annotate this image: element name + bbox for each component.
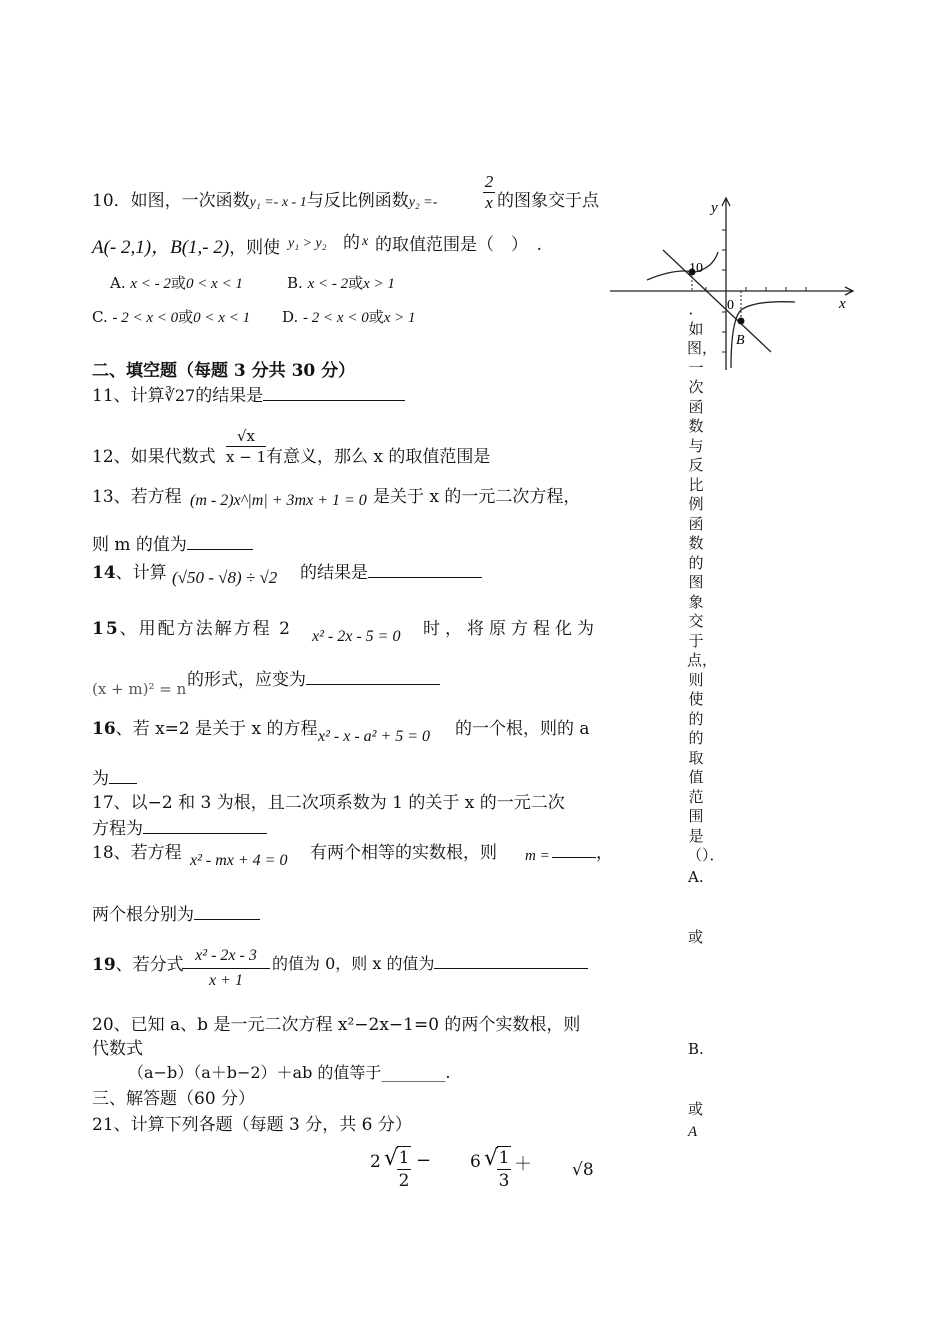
q10-eq2-lhs: y₂ =-	[408, 195, 438, 210]
q21-fraction2	[497, 1146, 511, 1192]
q12-text-b: 有意义，那么 x 的取值范围是	[266, 447, 491, 467]
q10-option-c-or: 或	[178, 308, 194, 326]
q16-line2	[92, 764, 137, 789]
q21-fraction1-num: 1	[398, 1148, 410, 1168]
q17-answer-blank[interactable]	[143, 817, 267, 834]
q20-text-b: 代数式	[92, 1039, 143, 1059]
q18-blank-wrap	[552, 838, 613, 863]
q13-text-b: 是关于 x 的一元二次方程，	[373, 487, 581, 507]
q10-line2	[92, 232, 280, 259]
q10-option-b-1: x < - 2	[307, 276, 349, 292]
q10-eq2-num: 2	[484, 172, 494, 191]
q15-label: 、用配方法解方程 2	[119, 619, 292, 639]
q13-answer-blank[interactable]	[187, 533, 253, 550]
q10-option-a-1: x < - 2	[130, 276, 171, 292]
q10-eq2-den: x	[485, 193, 493, 212]
q10-line2-c: 的取值范围是（ ） .	[375, 235, 542, 255]
origin-label: 0	[727, 298, 734, 313]
section3-title: 三、解答题（60 分）	[92, 1089, 256, 1109]
q21-fraction1	[397, 1146, 411, 1192]
side-vertical-text: ．如图，一次函数与反比例函数的图象交于点，则使的的取值范围是（）．	[687, 300, 725, 864]
point-b-label: B	[736, 333, 745, 348]
q18-text-d: 两个根分别为	[92, 905, 194, 925]
q19-text-b: 的值为 0，则 x 的值为	[272, 954, 435, 973]
q10-line2-b: 的	[343, 233, 360, 253]
linear-function-line	[663, 250, 771, 352]
q21-fraction2-den: 3	[498, 1171, 510, 1191]
q10-option-d[interactable]	[282, 306, 416, 327]
q10-option-b-or: 或	[348, 274, 364, 292]
q11-text-a: 11、计算	[92, 386, 165, 406]
q17-text-b: 方程为	[92, 819, 143, 839]
q21-radical2: √	[484, 1146, 499, 1171]
q15-expr: x² - 2x - 5 = 0	[312, 628, 401, 645]
q18-line2	[92, 900, 260, 925]
side-or-1: 或	[688, 928, 704, 946]
side-option-b: B.	[688, 1040, 704, 1058]
q10-option-c-label: C.	[92, 308, 108, 326]
q10-ineq: y₁ > y₂	[288, 236, 327, 251]
q10-option-b[interactable]	[287, 272, 395, 293]
q16-text-a	[92, 714, 318, 739]
q19-label: 、若分式	[115, 955, 184, 975]
q13-line2	[92, 530, 253, 555]
q19-text-a	[92, 950, 184, 975]
q10-option-a-label: A.	[110, 274, 126, 292]
q14-tail	[300, 558, 482, 583]
q10-option-c-2: 0 < x < 1	[193, 310, 251, 326]
q13-text-a: 13、若方程	[92, 487, 182, 507]
q19-number: 19	[92, 955, 116, 975]
q15-form: (x + m)² = n	[92, 680, 187, 698]
q19-fraction	[182, 944, 270, 993]
q21-radical1: √	[384, 1146, 399, 1171]
q19-fraction-den: x + 1	[209, 972, 243, 989]
q20-text-c: （a−b）（a＋b−2）＋ab 的值等于________.	[128, 1063, 451, 1082]
q21-fraction2-num: 1	[498, 1148, 510, 1168]
q21-fraction1-den: 2	[398, 1171, 410, 1191]
q18-roots-blank[interactable]	[194, 903, 260, 920]
q10-option-b-label: B.	[287, 274, 303, 292]
tick-label: 10	[689, 261, 703, 276]
q10-points: A(- 2,1)，B(1,- 2)	[92, 237, 230, 258]
y-axis-label: y	[711, 200, 718, 216]
q16-text-b: 的一个根，则的 a	[455, 719, 590, 739]
q21-last: √8	[572, 1160, 594, 1180]
q15-tail	[187, 665, 440, 690]
q18-m-blank[interactable]	[552, 841, 596, 858]
q16-number: 16	[92, 719, 116, 739]
q21-op2: ＋	[514, 1154, 532, 1175]
q16-expr: x² - x - a² + 5 = 0	[318, 728, 431, 745]
hyperbola-branch-left	[647, 252, 718, 280]
q10-line1-text-b: 与反比例函数	[306, 191, 409, 211]
q10-eq1: y₁ =- x - 1	[249, 195, 307, 210]
q15-text-b: 时，将原方程化为	[423, 619, 599, 639]
q13-expr: (m - 2)x^|m| + 3mx + 1 = 0	[190, 492, 367, 509]
q10-option-d-label: D.	[282, 308, 299, 326]
q10-option-d-1: - 2 < x < 0	[303, 310, 369, 326]
q14-answer-blank[interactable]	[368, 561, 482, 578]
section2-title: 二、填空题（每题 3 分共 30 分）	[92, 361, 356, 381]
q10-option-d-2: x > 1	[383, 310, 416, 326]
q15-text-c: 的形式，应变为	[187, 670, 306, 690]
q10-option-c-1: - 2 < x < 0	[112, 310, 179, 326]
q19-answer-blank[interactable]	[434, 952, 588, 969]
q18-text-b: 有两个相等的实数根，则	[310, 843, 497, 863]
q15-number: 15	[92, 619, 120, 639]
q14-text-b: 的结果是	[300, 563, 368, 583]
q10-option-a[interactable]	[110, 272, 243, 293]
side-or-2: 或	[688, 1100, 704, 1118]
q15-answer-blank[interactable]	[306, 668, 440, 685]
q21-text-a: 21、计算下列各题（每题 3 分，共 6 分）	[92, 1115, 412, 1135]
q10-option-a-2: 0 < x < 1	[185, 276, 243, 292]
q10-option-a-or: 或	[170, 274, 186, 292]
q10-option-c[interactable]	[92, 306, 250, 327]
q16-label: 、若 x=2 是关于 x 的方程	[115, 719, 318, 739]
q21-coef2: 6	[470, 1152, 481, 1172]
q16-answer-blank[interactable]	[109, 767, 137, 784]
q14-number: 14	[92, 563, 116, 583]
q10-line1-end: 的图象交于点	[497, 191, 599, 211]
q14-text-a	[92, 558, 167, 583]
q11-text-b: 的结果是	[195, 386, 264, 406]
q15-text-a	[92, 614, 292, 639]
q14-label: 、计算	[115, 563, 167, 583]
q21-op1: −	[416, 1150, 432, 1171]
q12-text-a: 12、如果代数式	[92, 447, 216, 467]
q11-expr: ∛27	[164, 386, 196, 405]
q17-text-a: 17、以−2 和 3 为根，且二次项系数为 1 的关于 x 的一元二次	[92, 793, 565, 813]
q12-fraction-den: x − 1	[226, 448, 267, 466]
q10-x: x	[362, 234, 369, 249]
q18-text-a: 18、若方程	[92, 843, 182, 863]
q10-line2-a: ，则使	[229, 238, 281, 258]
q12-fraction	[226, 426, 266, 467]
function-graph	[605, 190, 865, 380]
q10-line1-text: 10．如图，一次函数	[92, 191, 250, 211]
q19-tail	[272, 951, 588, 974]
q19-fraction-num: x² - 2x - 3	[182, 944, 270, 969]
x-axis-label: x	[839, 296, 846, 312]
q11	[92, 381, 405, 406]
q14-expr: (√50 - √8) ÷ √2	[172, 568, 278, 587]
q16-text-c: 为	[92, 769, 109, 789]
q21-coef1: 2	[370, 1152, 381, 1172]
q18-expr: x² - mx + 4 = 0	[190, 852, 288, 869]
q10-option-d-or: 或	[368, 308, 384, 326]
q18-m: m =	[525, 848, 550, 864]
q20-text-a: 20、已知 a、b 是一元二次方程 x²−2x−1=0 的两个实数根，则	[92, 1015, 581, 1035]
q10-option-b-2: x > 1	[363, 276, 395, 292]
side-A: A	[688, 1124, 698, 1140]
q11-answer-blank[interactable]	[263, 384, 405, 401]
q13-text-c: 则 m 的值为	[92, 535, 187, 555]
q10-line1	[92, 186, 437, 211]
side-option-a: A.	[688, 868, 704, 886]
q12-fraction-num: √x	[226, 426, 266, 447]
q17-line2	[92, 814, 267, 839]
point-b	[738, 318, 745, 325]
q18-comma: ，	[596, 843, 613, 863]
q10-eq2-frac	[483, 172, 495, 213]
